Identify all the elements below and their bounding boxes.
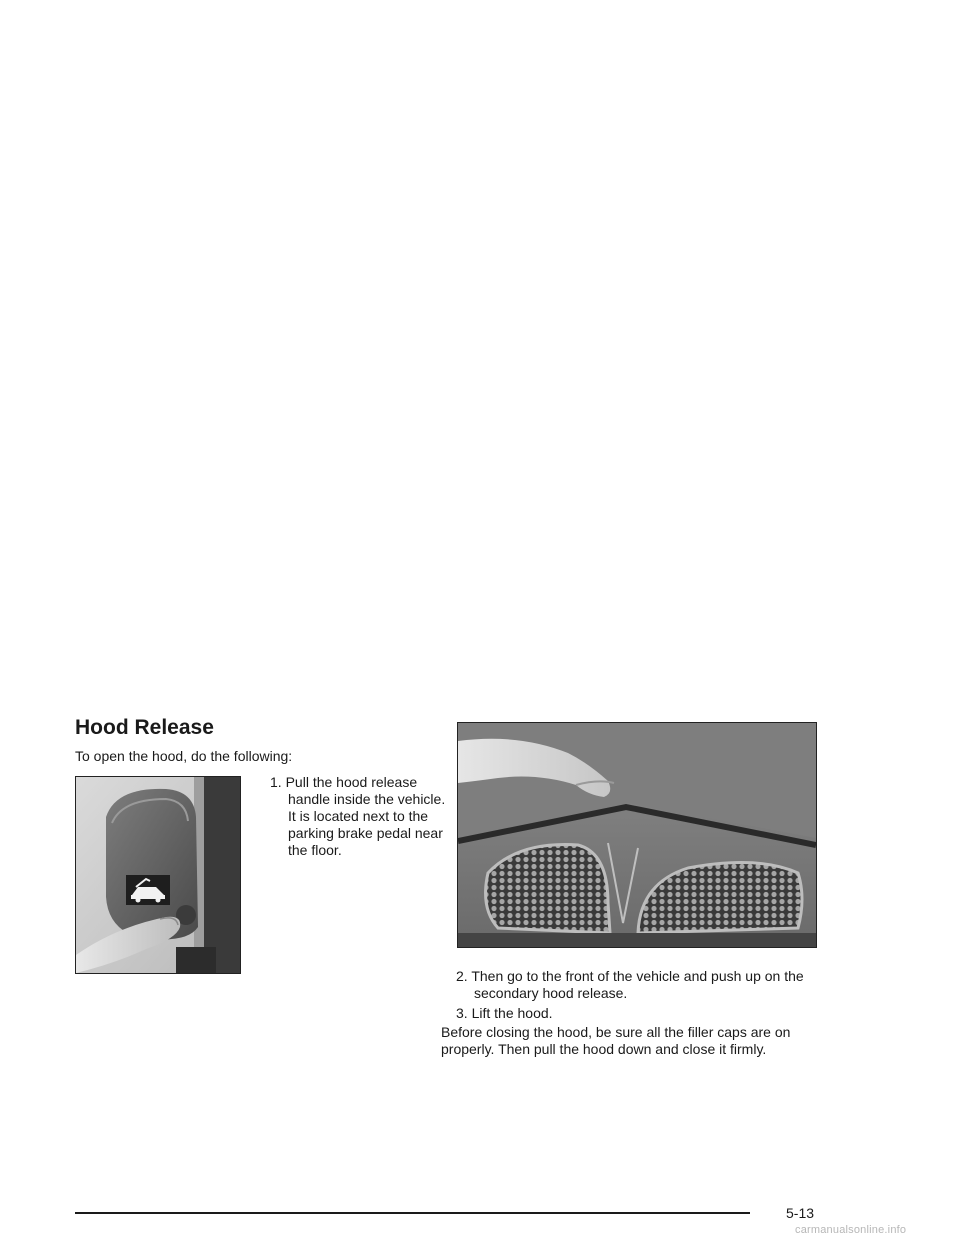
- intro-text: To open the hood, do the following:: [75, 748, 293, 764]
- watermark: carmanualsonline.info: [795, 1224, 907, 1236]
- step-number: 2.: [456, 968, 468, 984]
- step-2: [441, 968, 854, 1002]
- section-title: Hood Release: [75, 716, 214, 739]
- step-3: [441, 1005, 854, 1022]
- hood-release-handle-photo: [75, 776, 241, 974]
- step-number: 1.: [270, 774, 282, 790]
- step-text: Pull the hood release handle inside the vehicle. It is located next to the parking brake pedal near the floor.: [285, 774, 446, 858]
- car-hood-open-icon: [126, 875, 170, 905]
- hood-release-handle-illustration: [76, 777, 240, 973]
- secondary-hood-release-photo: [457, 722, 817, 948]
- step-number: 3.: [456, 1005, 468, 1021]
- vehicle-front-grille-illustration: [458, 723, 816, 947]
- closing-paragraph: Before closing the hood, be sure all the filler caps are on properly. Then pull the hood down and close it firmly.: [441, 1024, 791, 1057]
- page-number: 5-13: [786, 1205, 815, 1221]
- step-text: Lift the hood.: [471, 1005, 553, 1021]
- step-text: Then go to the front of the vehicle and push up on the secondary hood release.: [471, 968, 804, 1001]
- footer-rule: [75, 1212, 750, 1214]
- step-1: [270, 774, 453, 859]
